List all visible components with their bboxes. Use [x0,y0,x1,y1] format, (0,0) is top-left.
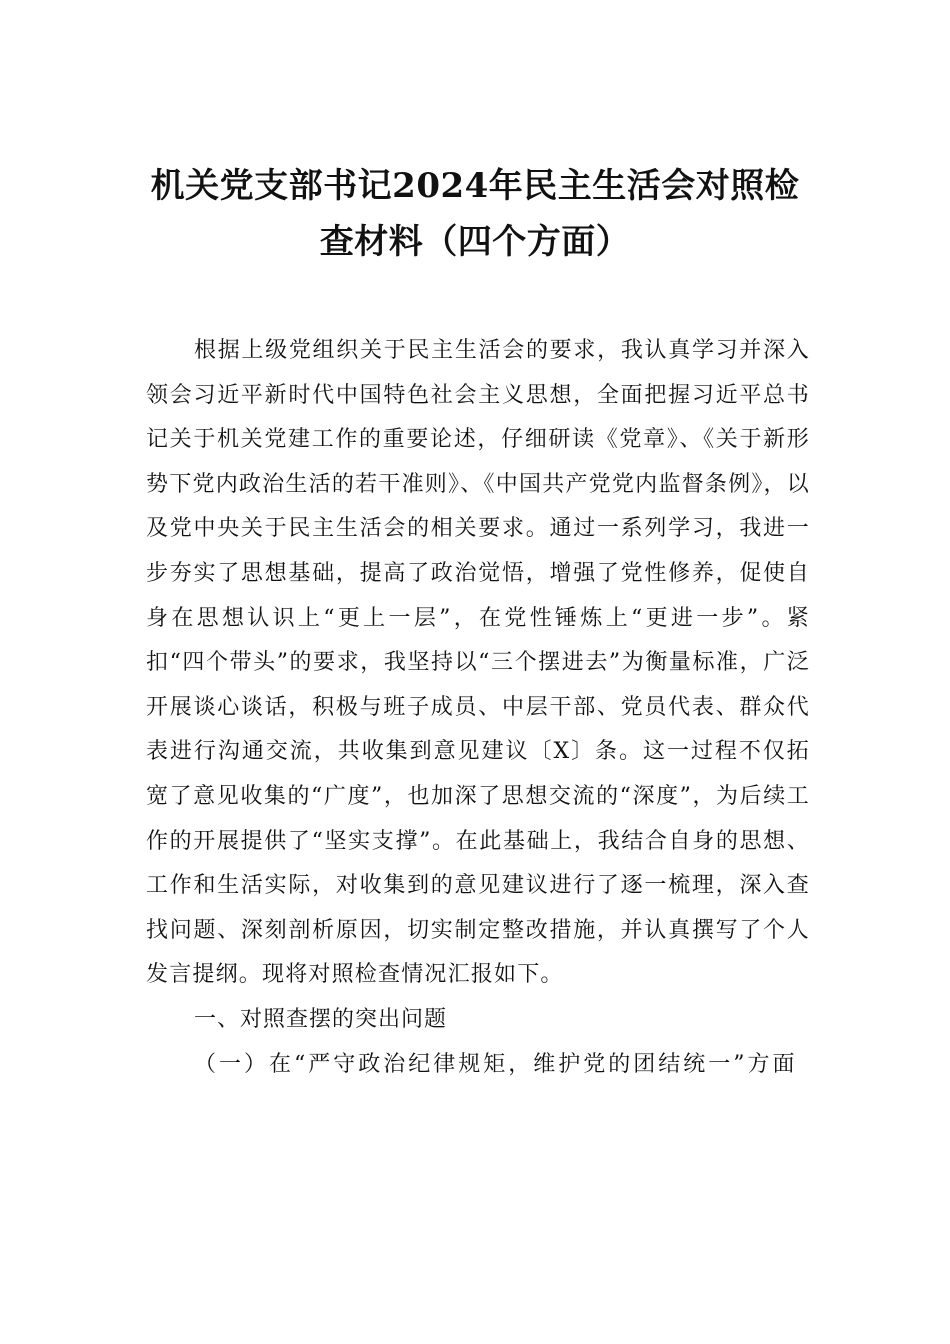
document-title [130,158,820,270]
document-body [146,329,810,1087]
section-heading: 一、对照查摆的突出问题 [194,1006,448,1032]
intro-paragraph: 根据上级党组织关于民主生活会的要求，我认真学习并深入领会习近平新时代中国特色社会主义思想，全面把握习近平总书记关于机关党建工作的重要论述，仔细研读《党章》、《关于新形势下党内政治生活的若干准则》、《中国共产党党内监督条例》，以及党中央关于民主生活会的相关要求。通过一系列学习，我进一步夯实了思想基础，提高了政治觉悟，增强了党性修养，促使自身在思想认识上“更上一层”，在党性锤炼上“更进一步”。紧扣“四个带头”的要求，我坚持以“三个摆进去”为衡量标准，广泛开展谈心谈话，积极与班子成员、中层干部、党员代表、群众代表进行沟通交流，共收集到意见建议〔X〕条。这一过程不仅拓宽了意见收集的“广度”，也加深了思想交流的“深度”，为后续工作的开展提供了“坚实支撑”。在此基础上，我结合自身的思想、工作和生活实际，对收集到的意见建议进行了逐一梳理，深入查找问题、深刻剖析原因，切实制定整改措施，并认真撰写了个人发言提纲。现将对照检查情况汇报如下。 [146,338,810,988]
subsection-heading: （一）在“严守政治纪律规矩，维护党的团结统一”方面 [194,1051,798,1077]
document-title-line-1: 机关党支部书记2024年民主生活会对照检 [150,166,800,206]
document-title-line-2: 查材料（四个方面） [319,222,631,262]
